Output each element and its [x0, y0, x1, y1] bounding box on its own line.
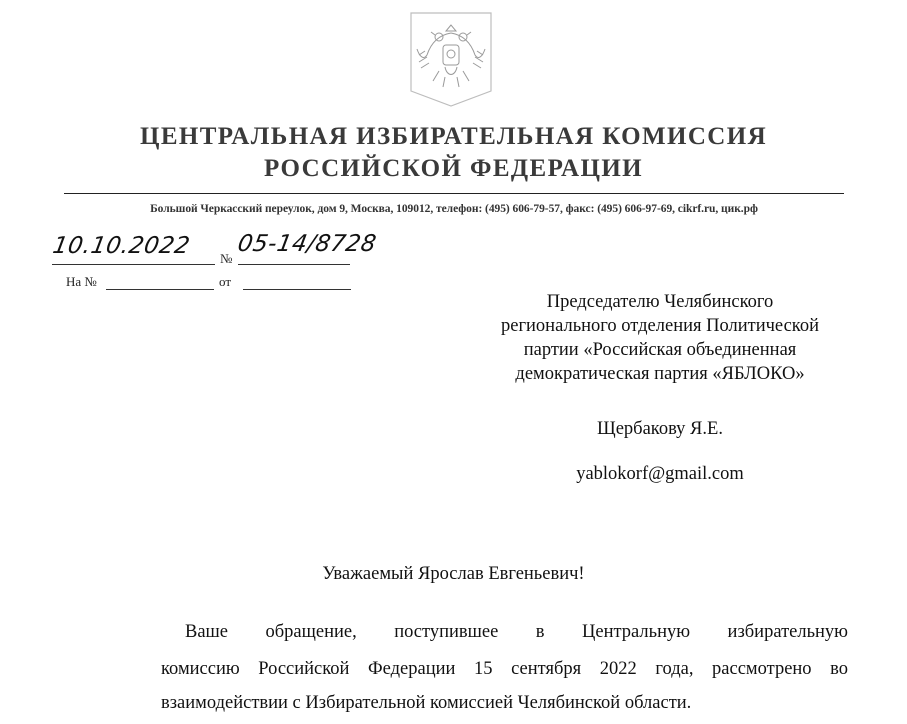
- date-underline: [52, 264, 215, 265]
- double-headed-eagle-emblem-icon: [409, 11, 493, 107]
- registration-date: 10.10.2022: [50, 233, 192, 259]
- number-sign: №: [220, 251, 233, 266]
- paragraph-line: Ваше обращение, поступившее в Центральную избирательную: [185, 622, 848, 642]
- reference-number-blank: [106, 289, 214, 290]
- reference-date-blank: [243, 289, 351, 290]
- recipient-email: yablokorf@gmail.com: [576, 464, 744, 484]
- recipient-name: Щербакову Я.Е.: [597, 419, 723, 439]
- reference-date-label: от: [219, 274, 232, 289]
- recipient-line: регионального отделения Политической: [500, 316, 819, 336]
- number-underline: [238, 264, 350, 265]
- registration-number: 05-14/8728: [235, 231, 379, 257]
- recipient-line: партии «Российская объединенная: [523, 340, 797, 360]
- recipient-block: [400, 290, 907, 386]
- organization-address: Большой Черкасский переулок, дом 9, Москва, 109012, телефон: (495) 606-79-57, факс: (495) 606-97-69, cikrf.ru, цик.рф: [150, 203, 758, 215]
- recipient-line: Председателю Челябинского: [546, 292, 774, 312]
- paragraph-line: взаимодействии с Избирательной комиссией Челябинской области.: [161, 693, 692, 713]
- page-title-line-1: ЦЕНТРАЛЬНАЯ ИЗБИРАТЕЛЬНАЯ КОМИССИЯ: [139, 123, 768, 150]
- paragraph-line: комиссию Российской Федерации 15 сентября 2022 года, рассмотрено во: [161, 659, 848, 679]
- page-title-line-2: РОССИЙСКОЙ ФЕДЕРАЦИИ: [263, 155, 644, 182]
- header-divider: [64, 193, 844, 194]
- reference-number-label: На №: [66, 274, 97, 289]
- salutation: Уважаемый Ярослав Евгеньевич!: [322, 564, 585, 584]
- recipient-line: демократическая партия «ЯБЛОКО»: [515, 364, 805, 384]
